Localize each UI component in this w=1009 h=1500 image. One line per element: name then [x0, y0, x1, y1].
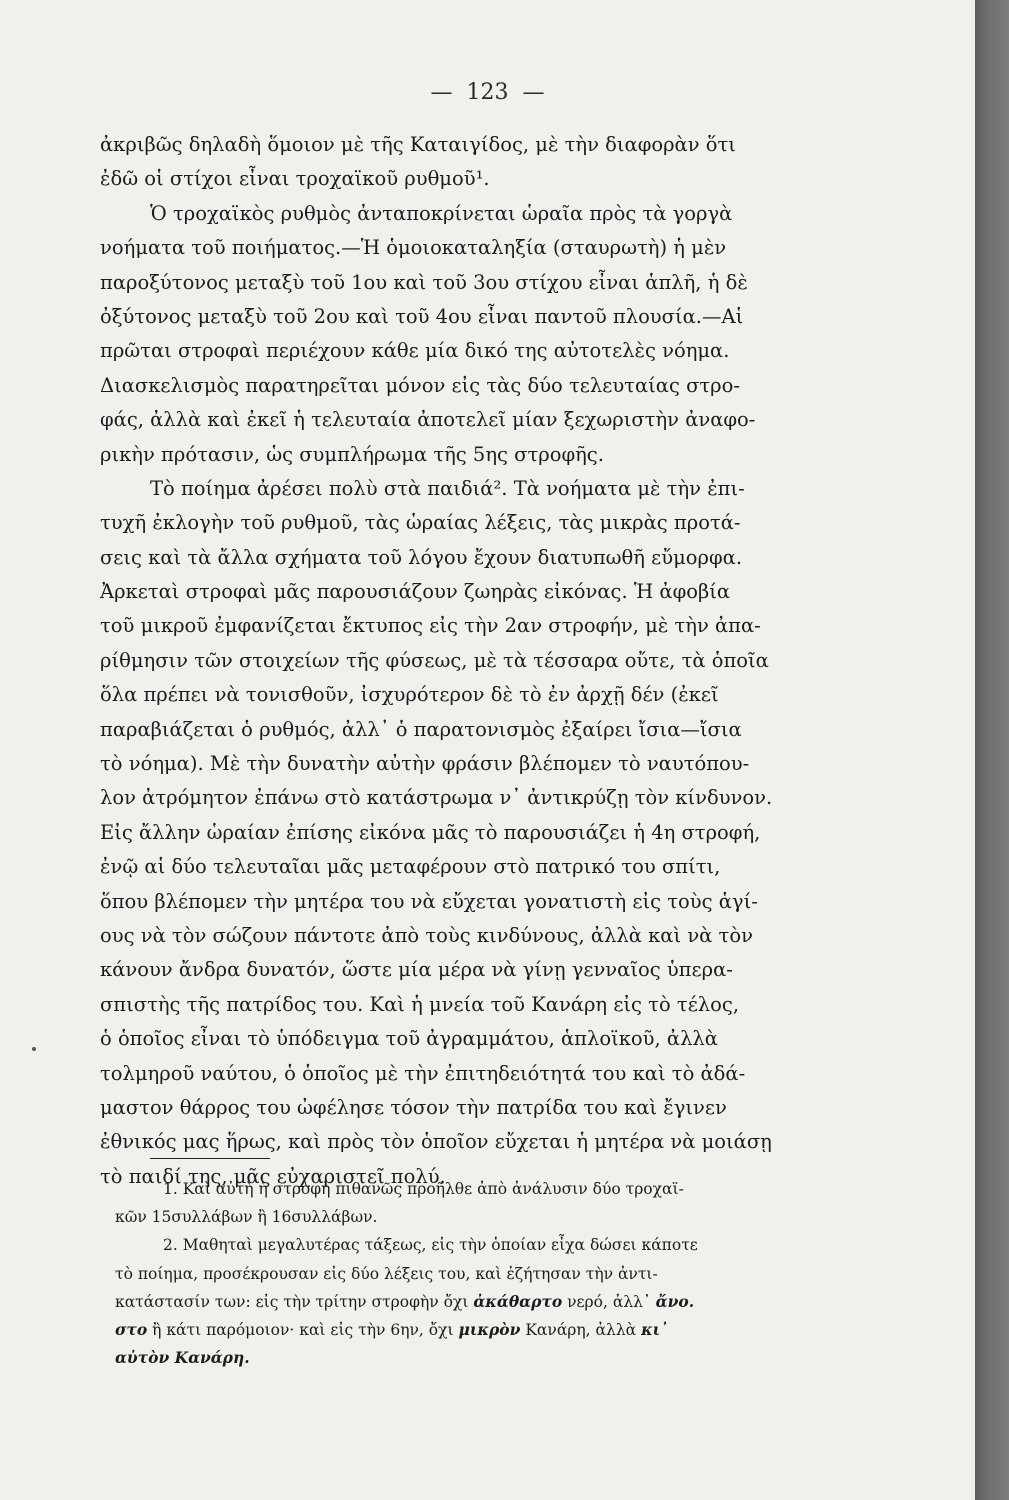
text-line: Τὸ ποίημα ἀρέσει πολὺ στὰ παιδιά². Τὰ νοήματα μὲ τὴν ἐπι-	[150, 476, 745, 500]
footnote-emphasis: ἄνο.	[655, 1291, 695, 1311]
text-line: παροξύτονος μεταξὺ τοῦ 1ου καὶ τοῦ 3ου στίχου εἶναι ἁπλῆ, ἡ δὲ	[100, 270, 748, 294]
footnote-text: κατάστασίν των: εἰς τὴν τρίτην στροφὴν ὄχι	[115, 1292, 469, 1311]
footnote-line	[115, 1344, 845, 1372]
text-line: τοῦ μικροῦ ἐμφανίζεται ἔκτυπος εἰς τὴν 2αν στροφήν, μὲ τὴν ἀπα-	[100, 614, 761, 638]
text-line: σπιστὴς τῆς πατρίδος του. Καὶ ἡ μνεία τοῦ Κανάρη εἰς τὸ τέλος,	[100, 992, 740, 1016]
text-line: ὅλα πρέπει νὰ τονισθοῦν, ἰσχυρότερον δὲ τὸ ἐν ἀρχῇ δέν (ἐκεῖ	[100, 683, 719, 707]
footnote-text: Κανάρη, ἀλλὰ	[525, 1320, 637, 1339]
paper-speck	[32, 1047, 36, 1051]
footnote-line: κῶν 15συλλάβων ἢ 16συλλάβων.	[115, 1208, 378, 1227]
footnote-line: 1. Καὶ αὐτὴ ἡ στροφὴ πιθανῶς προῆλθε ἀπὸ ἀνάλυσιν δύο τροχαϊ-	[163, 1180, 684, 1198]
footnote-text: ἢ κάτι παρόμοιον· καὶ εἰς τὴν 6ην, ὄχι	[152, 1320, 454, 1339]
text-line: ρικὴν πρότασιν, ὡς συμπλήρωμα τῆς 5ης στροφῆς.	[100, 442, 604, 466]
text-line: σεις καὶ τὰ ἄλλα σχήματα τοῦ λόγου ἔχουν διατυπωθῆ εὔμορφα.	[100, 545, 743, 569]
text-line: φάς, ἀλλὰ καὶ ἐκεῖ ἡ τελευταία ἀποτελεῖ μίαν ξεχωριστὴν ἀναφο-	[100, 408, 756, 432]
text-line: Ἀρκεταὶ στροφαὶ μᾶς παρουσιάζουν ζωηρὰς εἰκόνας. Ἡ ἀφοβία	[100, 580, 731, 604]
text-line: πρῶται στροφαὶ περιέχουν κάθε μία δικό της αὐτοτελὲς νόημα.	[100, 339, 730, 363]
text-line: ὀξύτονος μεταξὺ τοῦ 2ου καὶ τοῦ 4ου εἶναι παντοῦ πλουσία.—Αἱ	[100, 304, 744, 328]
text-line: ἐδῶ οἱ στίχοι εἶναι τροχαϊκοῦ ρυθμοῦ¹.	[100, 167, 490, 191]
text-line: κάνουν ἄνδρα δυνατόν, ὥστε μία μέρα νὰ γίνῃ γενναῖος ὑπερα-	[100, 958, 733, 982]
text-line: τυχῆ ἐκλογὴν τοῦ ρυθμοῦ, τὰς ὡραίας λέξεις, τὰς μικρὰς προτά-	[100, 511, 741, 535]
text-line: Διασκελισμὸς παρατηρεῖται μόνον εἰς τὰς δύο τελευταίας στρο-	[100, 373, 740, 397]
page-number-dash-right: —	[522, 80, 545, 105]
footnote-emphasis: μικρὸν	[458, 1319, 521, 1339]
footnote-emphasis: αὐτὸν Κανάρη.	[115, 1348, 250, 1368]
book-binding-edge	[975, 0, 1009, 1500]
footnote-line	[115, 1288, 845, 1316]
footnote-text: νερό, ἀλλ᾽	[567, 1292, 651, 1311]
text-line: ἐνῷ αἱ δύο τελευταῖαι μᾶς μεταφέρουν στὸ πατρικό του σπίτι,	[100, 855, 721, 879]
text-line: τὸ παιδί της, μᾶς εὐχαριστεῖ πολύ.	[100, 1164, 446, 1188]
main-text	[100, 128, 845, 1194]
text-line: ρίθμησιν τῶν στοιχείων τῆς φύσεως, μὲ τὰ τέσσαρα οὔτε, τὰ ὁποῖα	[100, 648, 769, 672]
footnotes	[115, 1175, 845, 1372]
text-line: λον ἀτρόμητον ἐπάνω στὸ κατάστρωμα ν᾽ ἀντικρύζῃ τὸν κίνδυνον.	[100, 786, 773, 810]
text-line: ἐθνικός μας ἥρως, καὶ πρὸς τὸν ὁποῖον εὔχεται ἡ μητέρα νὰ μοιάσῃ	[100, 1130, 772, 1154]
page-number-dash-left: —	[430, 80, 453, 105]
text-line: ἀκριβῶς δηλαδὴ ὅμοιον μὲ τῆς Καταιγίδος, μὲ τὴν διαφορὰν ὅτι	[100, 133, 736, 156]
footnote-emphasis: στο	[115, 1319, 148, 1339]
footnote-emphasis: ἀκάθαρτο	[473, 1291, 563, 1311]
text-line: τὸ νόημα). Μὲ τὴν δυνατὴν αὐτὴν φράσιν βλέπομεν τὸ ναυτόπου-	[100, 752, 750, 776]
footnote-line	[115, 1316, 845, 1344]
footnote-separator	[150, 1158, 270, 1159]
text-line: τολμηροῦ ναύτου, ὁ ὁποῖος μὲ τὴν ἐπιτηδειότητά του καὶ τὸ ἀδά-	[100, 1061, 746, 1085]
text-line: παραβιάζεται ὁ ρυθμός, ἀλλ᾽ ὁ παρατονισμὸς ἐξαίρει ἴσια—ἴσια	[100, 717, 742, 741]
text-line: Εἰς ἄλλην ὡραίαν ἐπίσης εἰκόνα μᾶς τὸ παρουσιάζει ἡ 4η στροφή,	[100, 820, 761, 844]
page-number-value: 123	[466, 80, 509, 105]
footnote-line: 2. Μαθηταὶ μεγαλυτέρας τάξεως, εἰς τὴν ὁποίαν εἶχα δώσει κάποτε	[163, 1236, 698, 1255]
footnote-emphasis: κι᾽	[641, 1319, 668, 1339]
text-line: νοήματα τοῦ ποιήματος.—Ἡ ὁμοιοκαταληξία (σταυρωτὴ) ἡ μὲν	[100, 236, 727, 260]
page-number	[0, 80, 975, 105]
text-line: μαστον θάρρος του ὠφέλησε τόσον τὴν πατρίδα του καὶ ἔγινεν	[100, 1095, 727, 1119]
text-line: ὅπου βλέπομεν τὴν μητέρα του νὰ εὔχεται γονατιστὴ εἰς τοὺς ἁγί-	[100, 889, 758, 913]
text-line: ὁ ὁποῖος εἶναι τὸ ὑπόδειγμα τοῦ ἀγραμμάτου, ἁπλοϊκοῦ, ἀλλὰ	[100, 1027, 718, 1051]
text-line: ους νὰ τὸν σώζουν πάντοτε ἀπὸ τοὺς κινδύνους, ἀλλὰ καὶ νὰ τὸν	[100, 923, 753, 947]
text-line: Ὁ τροχαϊκὸς ρυθμὸς ἀνταποκρίνεται ὡραῖα πρὸς τὰ γοργὰ	[150, 201, 733, 225]
footnote-line: τὸ ποίημα, προσέκρουσαν εἰς δύο λέξεις του, καὶ ἐζήτησαν τὴν ἀντι-	[115, 1264, 658, 1283]
